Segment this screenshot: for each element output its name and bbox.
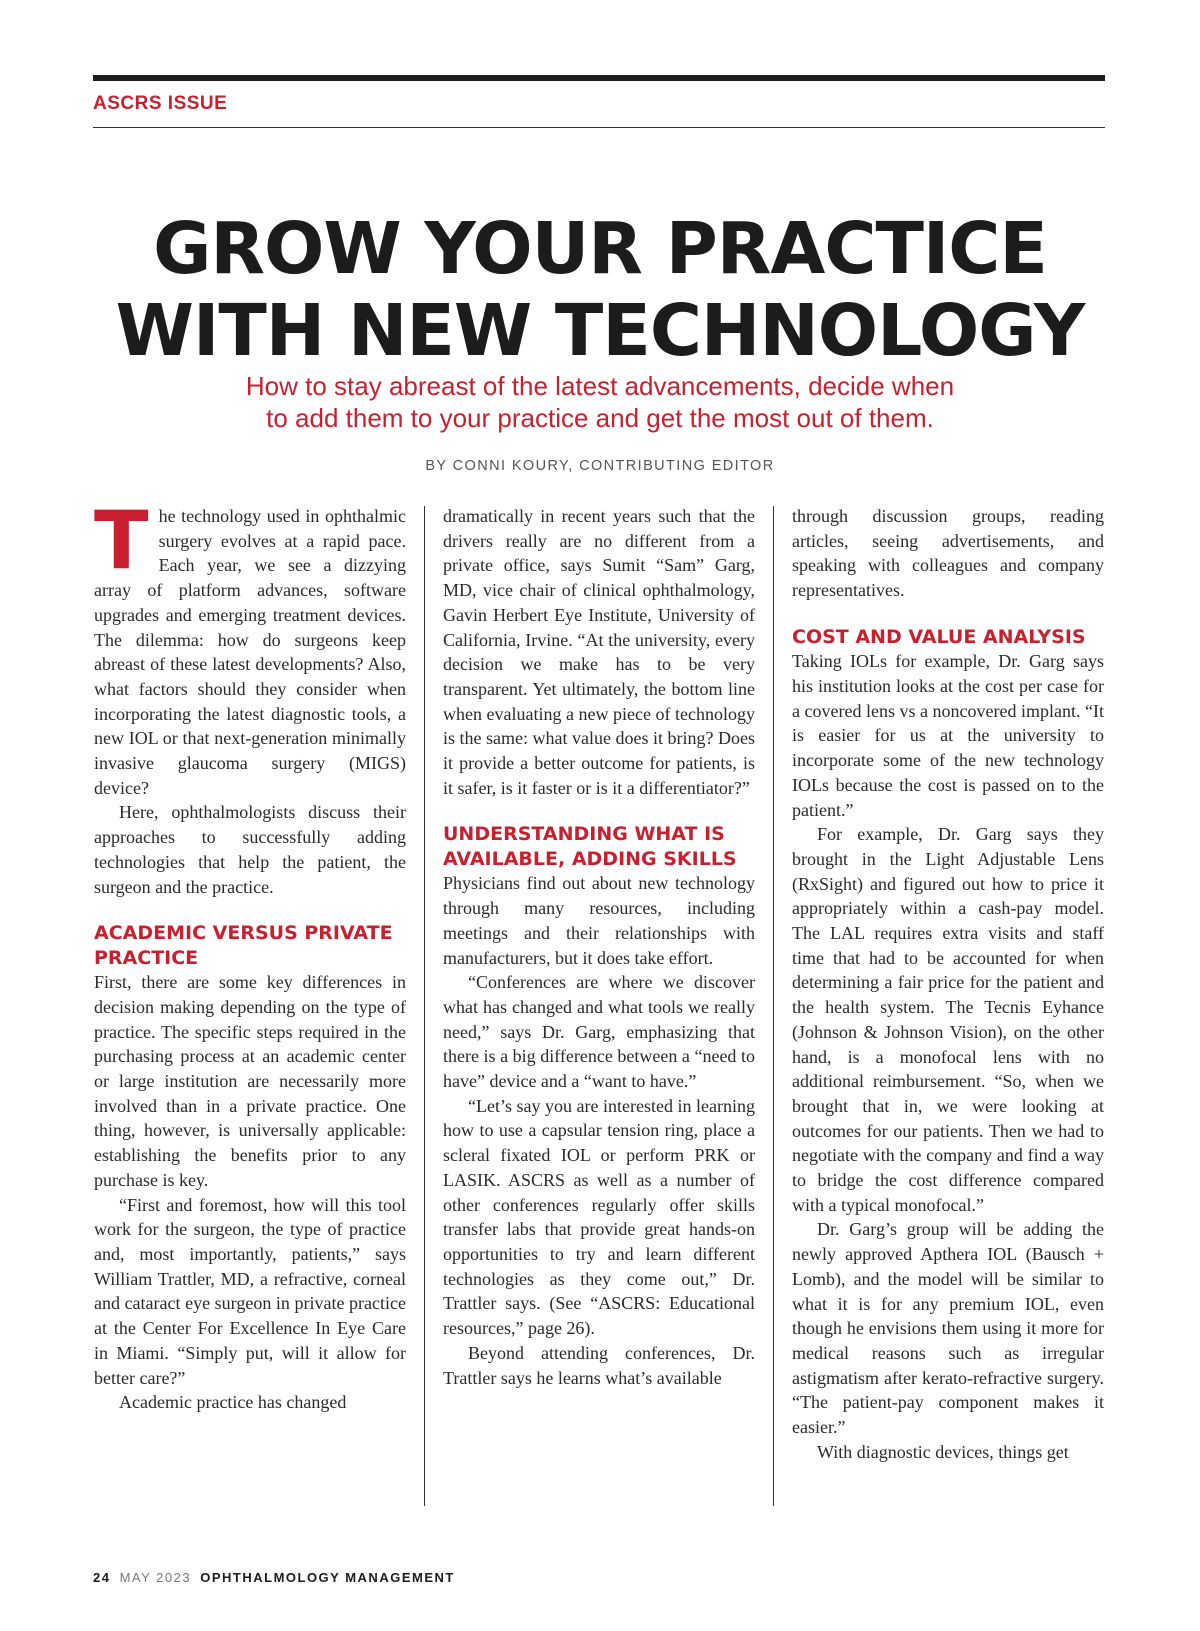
paragraph: Academic practice has changed bbox=[119, 1392, 347, 1413]
page-number: 24 bbox=[93, 1570, 111, 1585]
paragraph: Here, ophthalmologists discuss their approaches to successfully adding technologies that help the patient, the surgeon and the practice. bbox=[94, 802, 406, 897]
byline: BY CONNI KOURY, CONTRIBUTING EDITOR bbox=[425, 458, 775, 474]
column-divider-1 bbox=[424, 506, 425, 1506]
headline-line-2: WITH NEW TECHNOLOGY bbox=[115, 289, 1085, 372]
subhead-cost-value: COST AND VALUE ANALYSIS bbox=[792, 625, 1086, 648]
top-rule bbox=[93, 75, 1105, 81]
header-rule bbox=[93, 127, 1105, 128]
drop-cap: T bbox=[94, 494, 149, 587]
column-divider-2 bbox=[773, 506, 774, 1506]
issue-date: MAY 2023 bbox=[119, 1570, 192, 1585]
column-3 bbox=[792, 504, 1104, 1465]
paragraph: “First and foremost, how will this tool work for the surgeon, the type of practice and, most importantly, patients,” says William Trattler, MD, a refractive, corneal and cataract eye surgeon in private practice at the Center For Excellence In Eye Care in Miami. “Simply put, will it allow for better care?” bbox=[94, 1194, 406, 1388]
paragraph: “Conferences are where we discover what has changed and what tools we really need,” says Dr. Garg, emphasizing that there is a big difference between a “need to have” device and a “want to have.” bbox=[443, 972, 755, 1092]
paragraph: through discussion groups, reading articles, seeing advertisements, and speaking with colleagues and company representatives. bbox=[792, 506, 1104, 601]
paragraph: dramatically in recent years such that the drivers really are no different from a private office, says Sumit “Sam” Garg, MD, vice chair of clinical ophthalmology, Gavin Herbert Eye Institute, University of California, Irvine. “At the university, every decision we make has to be very transparent. Yet ultimately, the bottom line when evaluating a new piece of technology is the same: what value does it bring? Does it provide a better outcome for patients, is it safer, is it faster or is it a differentiator?” bbox=[443, 506, 755, 798]
paragraph-text: he technology used in ophthalmic surgery evolves at a rapid pace. Each year, we see a dizzying array of platform advances, software upgrades and emerging treatment devices. The dilemma: how do surgeons keep abreast of these latest developments? Also, what factors should they consider when incorporating the latest diagnostic tools, a new IOL or that next-generation minimally invasive glaucoma surgery (MIGS) device? bbox=[94, 506, 406, 798]
section-label: ASCRS ISSUE bbox=[93, 93, 228, 114]
deck-line-2: to add them to your practice and get the most out of them. bbox=[266, 403, 934, 433]
article-headline bbox=[60, 208, 1140, 372]
paragraph: Physicians find out about new technology through many resources, including meetings and their relationships with manufacturers, but it does take effort. bbox=[443, 873, 755, 968]
paragraph: For example, Dr. Garg says they brought in the Light Adjustable Lens (RxSight) and figured out how to price it appropriately within a cash-pay model. The LAL requires extra visits and staff time that had to be accounted for when determining a fair price for the patient and the health system. The Tecnis Eyhance (Johnson & Johnson Vision), on the other hand, is a monofocal lens with no additional reimbursement. “So, when we brought that in, we were looking at outcomes for our patients. Then we had to negotiate with the company and find a way to bridge the cost difference compared with a typical monofocal.” bbox=[792, 824, 1104, 1215]
paragraph: Taking IOLs for example, Dr. Garg says his institution looks at the cost per case for a covered lens vs a noncovered implant. “It is easier for us at the university to incorporate some of the new technology IOLs because the cost is passed on to the patient.” bbox=[792, 651, 1104, 820]
magazine-name: OPHTHALMOLOGY MANAGEMENT bbox=[200, 1570, 455, 1585]
paragraph: “Let’s say you are interested in learning how to use a capsular tension ring, place a scleral fixated IOL or perform PRK or LASIK. ASCRS as well as a number of other conferences regularly offer skills transfer labs that provide great hands-on opportunities to try and learn different technologies as they come out,” Dr. Trattler says. (See “ASCRS: Educational resources,” page 26). bbox=[443, 1095, 755, 1339]
page-footer bbox=[93, 1570, 455, 1585]
deck-line-1: How to stay abreast of the latest advancements, decide when bbox=[245, 371, 955, 401]
column-1 bbox=[94, 494, 406, 1415]
paragraph bbox=[94, 494, 406, 800]
paragraph: With diagnostic devices, things get bbox=[817, 1441, 1069, 1462]
subhead-academic-vs-private: ACADEMIC VERSUS PRIVATE PRACTICE bbox=[94, 922, 393, 969]
headline-line-1: GROW YOUR PRACTICE bbox=[153, 207, 1047, 290]
paragraph: Dr. Garg’s group will be adding the newly approved Apthera IOL (Bausch + Lomb), and the model will be similar to what it is for any premium IOL, even though he envisions them using it more for medical reasons such as irregular astigmatism after kerato-refractive surgery. “The patient-pay component makes it easier.” bbox=[792, 1219, 1104, 1438]
column-2 bbox=[443, 504, 755, 1390]
paragraph: First, there are some key differences in decision making depending on the type of practice. The specific steps required in the purchasing process at an academic center or large institution are necessarily more involved than in a private practice. One thing, however, is universally applicable: establishing the benefits prior to any purchase is key. bbox=[94, 972, 406, 1190]
paragraph: Beyond attending conferences, Dr. Trattler says he learns what’s available bbox=[443, 1342, 755, 1388]
article-deck bbox=[120, 370, 1080, 434]
subhead-understanding-available: UNDERSTANDING WHAT IS AVAILABLE, ADDING SKILLS bbox=[443, 823, 737, 870]
